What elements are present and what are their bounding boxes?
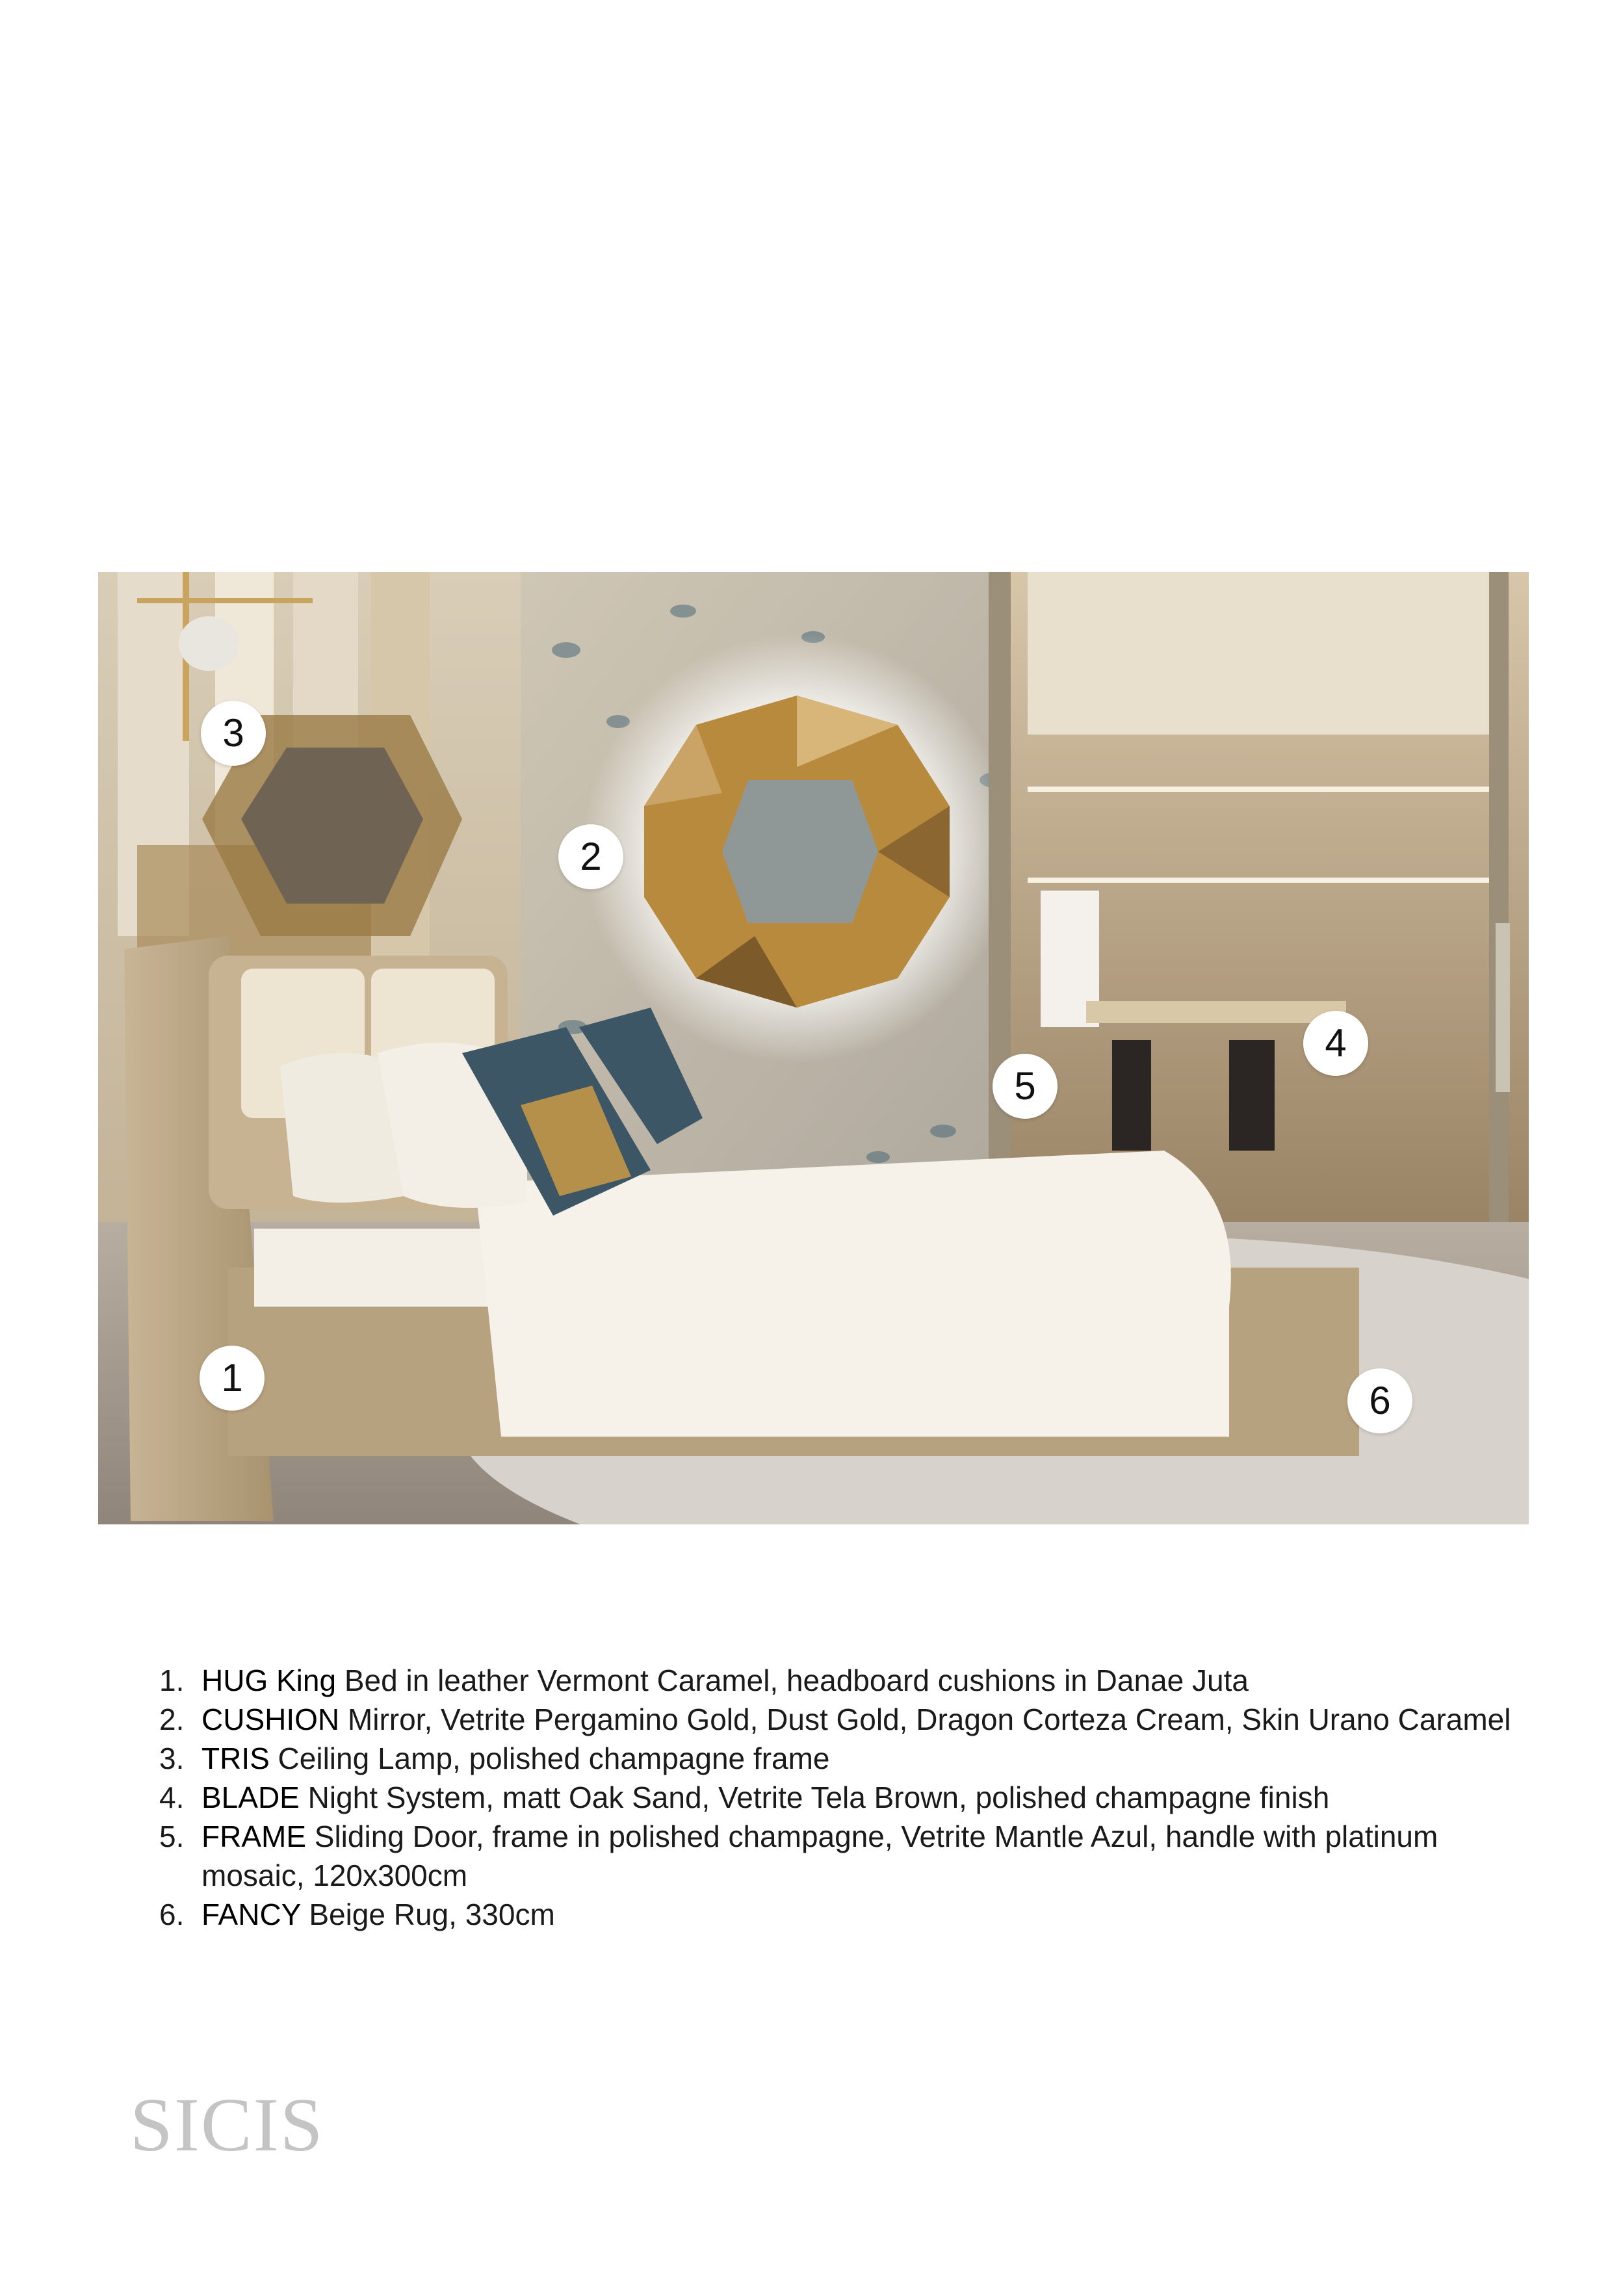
marker-1: 1: [200, 1346, 265, 1411]
legend-item: [159, 1739, 1524, 1778]
legend-item: [159, 1895, 1524, 1934]
marker-5: 5: [993, 1054, 1058, 1119]
legend-product-name: BLADE: [201, 1781, 300, 1814]
legend-number: 6.: [159, 1898, 185, 1931]
marker-3: 3: [201, 701, 266, 766]
sicis-logo: SICIS: [130, 2082, 324, 2167]
legend-number: 3.: [159, 1742, 185, 1775]
marker-6: 6: [1347, 1368, 1412, 1433]
legend-number: 5.: [159, 1820, 185, 1853]
legend-item: [159, 1778, 1524, 1817]
legend-product-name: HUG King: [201, 1663, 337, 1697]
marker-2: 2: [558, 824, 623, 889]
legend-description: Sliding Door, frame in polished champagne, Vetrite Mantle Azul, handle with platinum mosaic, 120x300cm: [201, 1820, 1438, 1892]
legend-number: 4.: [159, 1781, 185, 1814]
legend-item: [159, 1817, 1524, 1895]
legend-item: [159, 1700, 1524, 1739]
legend-description: Beige Rug, 330cm: [300, 1898, 555, 1931]
product-legend: [159, 1661, 1524, 1934]
legend-product-name: TRIS: [201, 1742, 270, 1775]
legend-description: Night System, matt Oak Sand, Vetrite Tela Brown, polished champagne finish: [299, 1781, 1330, 1814]
legend-description: Bed in leather Vermont Caramel, headboard cushions in Danae Juta: [336, 1663, 1249, 1697]
legend-description: Ceiling Lamp, polished champagne frame: [269, 1742, 830, 1775]
legend-product-name: CUSHION: [201, 1702, 340, 1736]
legend-number: 1.: [159, 1663, 185, 1697]
legend-product-name: FANCY: [201, 1898, 301, 1931]
legend-number: 2.: [159, 1702, 185, 1736]
marker-4: 4: [1303, 1011, 1368, 1076]
legend-product-name: FRAME: [201, 1820, 306, 1853]
legend-description: Mirror, Vetrite Pergamino Gold, Dust Gold, Dragon Corteza Cream, Skin Urano Caramel: [339, 1702, 1511, 1736]
legend-item: [159, 1661, 1524, 1700]
